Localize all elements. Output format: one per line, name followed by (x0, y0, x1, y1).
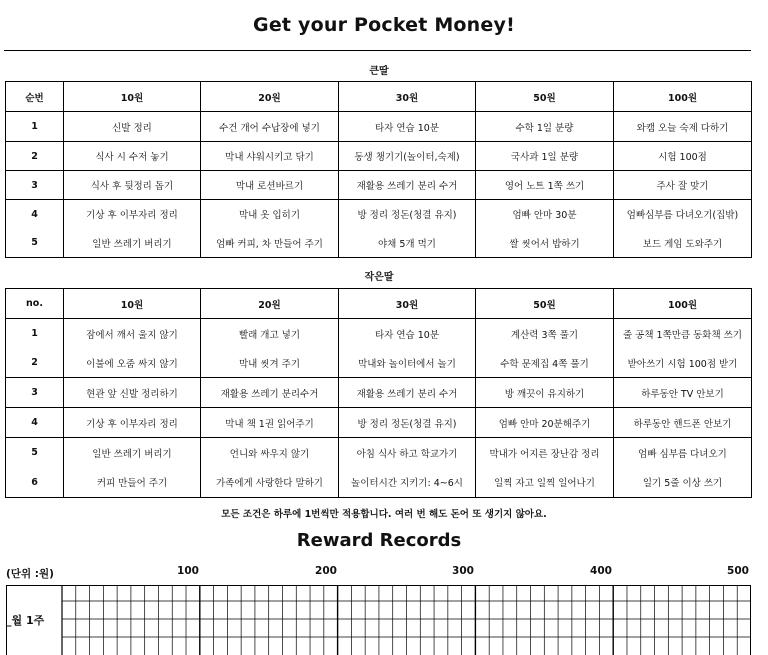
table-cell: 타자 연습 10분 (339, 319, 476, 349)
table-cell: 막내 로션바르기 (201, 171, 339, 200)
table-cell: 재활용 쓰레기 분리수거 (201, 378, 339, 408)
row-number: 4 (6, 200, 64, 229)
row-number: 5 (6, 229, 64, 258)
row-number: 6 (6, 468, 64, 498)
table-cell: 일반 쓰레기 버리기 (64, 229, 201, 258)
table-cell: 수학 문제집 4쪽 풀기 (476, 349, 614, 378)
table-cell: 막내 씻겨 주기 (201, 349, 339, 378)
table-cell: 빨래 개고 넣기 (201, 319, 339, 349)
reward-grid-lines (6, 585, 751, 655)
table-cell: 수학 1일 분량 (476, 112, 614, 142)
table-row (6, 229, 752, 258)
big-daughter-table (5, 81, 752, 258)
scale-label: 100 (177, 565, 199, 577)
table-cell: 엄빠심부름 다녀오기(집밖) (614, 200, 752, 229)
table-cell: 하루동안 TV 안보기 (614, 378, 752, 408)
table-cell: 신발 정리 (64, 112, 201, 142)
table-row (6, 142, 752, 171)
table-cell: 동생 챙기기(놀이터,숙제) (339, 142, 476, 171)
table-row (6, 438, 752, 468)
week-label: _월 1주 (6, 614, 45, 627)
table-cell: 국사과 1일 분량 (476, 142, 614, 171)
table-cell: 막내가 어지른 장난감 정리 (476, 438, 614, 468)
table-cell: 와캠 오늘 숙제 다하기 (614, 112, 752, 142)
table-cell: 식사 후 뒷정리 돕기 (64, 171, 201, 200)
table-cell: 하루동안 핸드폰 안보기 (614, 408, 752, 438)
scale-label: 200 (315, 565, 337, 577)
table-row (6, 349, 752, 378)
table-cell: 엄빠 커피, 차 만들어 주기 (201, 229, 339, 258)
row-number: 1 (6, 112, 64, 142)
table-cell: 기상 후 이부자리 정리 (64, 408, 201, 438)
row-number: 2 (6, 349, 64, 378)
table-cell: 타자 연습 10분 (339, 112, 476, 142)
row-number: 3 (6, 378, 64, 408)
row-number: 1 (6, 319, 64, 349)
scale-label: 300 (452, 565, 474, 577)
table-header-row (6, 82, 752, 112)
table-cell: 가족에게 사랑한다 말하기 (201, 468, 339, 498)
header-cell: 순번 (6, 82, 64, 112)
title-rule (4, 50, 751, 51)
table-cell: 일반 쓰레기 버리기 (64, 438, 201, 468)
table-cell: 재활용 쓰레기 분리 수거 (339, 171, 476, 200)
table-cell: 보드 게임 도와주기 (614, 229, 752, 258)
table-cell: 기상 후 이부자리 정리 (64, 200, 201, 229)
header-cell: 100원 (614, 289, 752, 319)
table-cell: 일찍 자고 일찍 일어나기 (476, 468, 614, 498)
big-daughter-heading: 큰딸 (369, 66, 389, 77)
rules-note: 모든 조건은 하루에 1번씩만 적용합니다. 여러 번 해도 돈어 또 생기지 않아요. (221, 509, 547, 520)
table-row (6, 171, 752, 200)
table-row (6, 200, 752, 229)
table-cell: 재활용 쓰레기 분리 수거 (339, 378, 476, 408)
table-cell: 수건 개어 수납장에 넣기 (201, 112, 339, 142)
table-header-row (6, 289, 752, 319)
table-cell: 엄빠 심부름 다녀오기 (614, 438, 752, 468)
table-cell: 막내와 놀이터에서 놀기 (339, 349, 476, 378)
table-cell: 커피 만들어 주기 (64, 468, 201, 498)
header-cell: 50원 (476, 289, 614, 319)
unit-label: (단위 :원) (6, 568, 54, 580)
table-cell: 시험 100점 (614, 142, 752, 171)
table-row (6, 319, 752, 349)
table-cell: 줄 공책 1쪽만큼 동화책 쓰기 (614, 319, 752, 349)
header-cell: 50원 (476, 82, 614, 112)
table-cell: 식사 시 수저 놓기 (64, 142, 201, 171)
table-cell: 야채 5개 먹기 (339, 229, 476, 258)
table-cell: 언니와 싸우지 않기 (201, 438, 339, 468)
scale-label: 500 (727, 565, 749, 577)
table-cell: 방 정리 정돈(청결 유지) (339, 200, 476, 229)
header-cell: 20원 (201, 289, 339, 319)
row-number: 4 (6, 408, 64, 438)
scale-label: 400 (590, 565, 612, 577)
table-cell: 현관 앞 신발 정리하기 (64, 378, 201, 408)
row-number: 3 (6, 171, 64, 200)
header-cell: 30원 (339, 289, 476, 319)
table-cell: 영어 노트 1쪽 쓰기 (476, 171, 614, 200)
table-cell: 받아쓰기 시험 100점 받기 (614, 349, 752, 378)
table-cell: 엄빠 안마 30분 (476, 200, 614, 229)
table-row (6, 468, 752, 498)
table-cell: 방 깨끗이 유지하기 (476, 378, 614, 408)
table-cell: 이불에 오줌 싸지 않기 (64, 349, 201, 378)
table-cell: 방 정리 정돈(청결 유지) (339, 408, 476, 438)
table-cell: 주사 잘 맞기 (614, 171, 752, 200)
header-cell: 20원 (201, 82, 339, 112)
row-number: 2 (6, 142, 64, 171)
table-cell: 막내 샤워시키고 닦기 (201, 142, 339, 171)
small-daughter-table (5, 288, 752, 498)
table-cell: 엄빠 안마 20분해주기 (476, 408, 614, 438)
table-cell: 아침 식사 하고 학교가기 (339, 438, 476, 468)
table-cell: 계산력 3쪽 풀기 (476, 319, 614, 349)
header-cell: 100원 (614, 82, 752, 112)
header-cell: 10원 (64, 289, 201, 319)
table-row (6, 408, 752, 438)
table-cell: 놀이터시간 지키기: 4~6시 (339, 468, 476, 498)
reward-records-title: Reward Records (296, 530, 462, 551)
table-cell: 막내 책 1권 읽어주기 (201, 408, 339, 438)
table-cell: 일기 5줄 이상 쓰기 (614, 468, 752, 498)
small-daughter-heading: 작은딸 (364, 272, 394, 283)
table-cell: 쌀 씻어서 밥하기 (476, 229, 614, 258)
reward-grid (6, 585, 751, 655)
header-cell: 30원 (339, 82, 476, 112)
row-number: 5 (6, 438, 64, 468)
table-cell: 막내 옷 입히기 (201, 200, 339, 229)
page-title: Get your Pocket Money! (253, 14, 515, 36)
header-cell: no. (6, 289, 64, 319)
table-cell: 잠에서 깨서 울지 않기 (64, 319, 201, 349)
header-cell: 10원 (64, 82, 201, 112)
table-row (6, 112, 752, 142)
table-row (6, 378, 752, 408)
